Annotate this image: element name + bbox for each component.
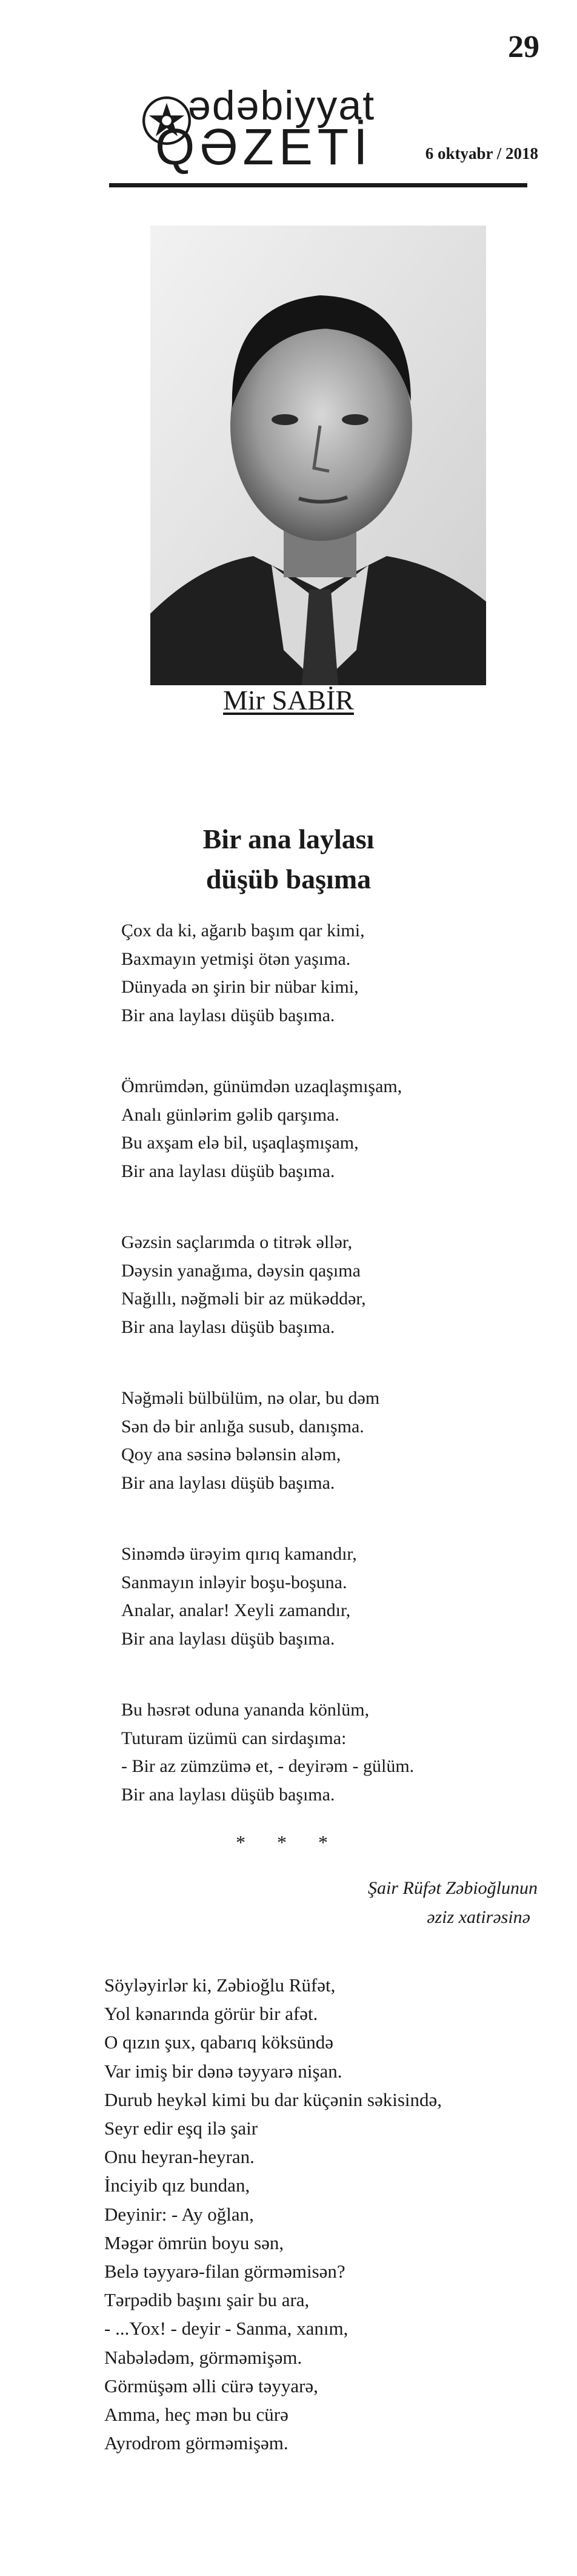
masthead-title-top: ədəbiyyat (188, 82, 376, 129)
dedication-line-1: Şair Rüfət Zəbioğlunun (368, 1878, 538, 1898)
poem-line: Nağıllı, nəğməli bir az mükəddər, (121, 1289, 366, 1309)
poem-title-line-1: Bir ana laylası (202, 823, 375, 854)
poem-line: Çox da ki, ağarıb başım qar kimi, (121, 921, 365, 941)
poem-body (121, 917, 545, 1852)
poem-line: Sən də bir anlığa susub, danışma. (121, 1416, 364, 1437)
author-portrait-photo (150, 226, 486, 685)
poem-line: Bir ana laylası düşüb başıma. (121, 1161, 335, 1181)
poem-line: Seyr edir eşq ilə şair (104, 2118, 258, 2139)
poem-line: İnciyib qız bundan, (104, 2175, 250, 2196)
dedication-line-2: əziz xatirəsinə (427, 1907, 530, 1927)
poem-stanza (121, 1696, 545, 1809)
poem-stanza (121, 1229, 545, 1341)
poem-stanza (121, 1384, 545, 1497)
poem-line: Ömrümdən, günümdən uzaqlaşmışam, (121, 1076, 402, 1096)
poem-line: Deyinir: - Ay oğlan, (104, 2203, 254, 2225)
poem-line: Dəysin yanağıma, dəysin qaşıma (121, 1260, 361, 1281)
poem-line: Dünyada ən şirin bir nübar kimi, (121, 977, 359, 997)
poem-line: Baxmayın yetmişi ötən yaşıma. (121, 948, 351, 969)
poem-line: Yol kənarında görür bir afət. (104, 2003, 318, 2025)
poem-line: Nabələdəm, görməmişəm. (104, 2346, 302, 2368)
issue-date: 6 oktyabr / 2018 (425, 144, 538, 163)
author-name: Mir SABİR (223, 685, 354, 716)
portrait-image (150, 226, 486, 685)
header-divider (109, 183, 527, 187)
poem-line: Analı günlərim gəlib qarşıma. (121, 1104, 339, 1125)
dedication (368, 1874, 538, 1932)
poem-line: Onu heyran-heyran. (104, 2146, 255, 2168)
poem-line: Gəzsin saçlarımda o titrək əllər, (121, 1232, 353, 1252)
poem-line: Bir ana laylası düşüb başıma. (121, 1472, 335, 1493)
second-poem-body (104, 1971, 553, 2457)
poem-stanza (121, 1540, 545, 1653)
poem-stanza (121, 1073, 545, 1186)
poem-line: Tərpədib başını şair bu ara, (104, 2289, 310, 2311)
poem-line: Var imiş bir dənə təyyarə nişan. (104, 2060, 342, 2082)
poem-line: Məgər ömrün boyu sən, (104, 2232, 284, 2253)
poem-line: Sanmayın inləyir boşu-boşuna. (121, 1572, 347, 1592)
poem-line: Ayrodrom görməmişəm. (104, 2432, 288, 2454)
poem-title-line-2: düşüb başıma (205, 864, 372, 894)
poem-line: Bu axşam elə bil, uşaqlaşmışam, (121, 1133, 359, 1153)
poem-line: Bir ana laylası düşüb başıma. (121, 1784, 335, 1805)
poem-title (0, 820, 577, 900)
newspaper-masthead (109, 84, 527, 181)
section-separator: * * * (236, 1831, 341, 1853)
poem-line: Analar, analar! Xeyli zamandır, (121, 1600, 351, 1620)
poem-line: Bir ana laylası düşüb başıma. (121, 1628, 335, 1649)
masthead-title-bottom: QƏZETİ (155, 118, 373, 175)
poem-line: - ...Yox! - deyir - Sanma, xanım, (104, 2318, 349, 2340)
poem-line: Nəğməli bülbülüm, nə olar, bu dəm (121, 1388, 380, 1408)
poem-line: Sinəmdə ürəyim qırıq kamandır, (121, 1544, 357, 1564)
poem-line: Amma, heç mən bu cürə (104, 2404, 288, 2426)
poem-line: Bu həsrət oduna yananda könlüm, (121, 1700, 370, 1720)
poem-line: Bir ana laylası düşüb başıma. (121, 1005, 335, 1025)
poem-line: Qoy ana səsinə bələnsin aləm, (121, 1444, 341, 1464)
poem-line: Tuturam üzümü can sirdaşıma: (121, 1728, 347, 1748)
poem-line: - Bir az zümzümə et, - deyirəm - gülüm. (121, 1756, 415, 1776)
poem-line: Belə təyyarə-filan görməmisən? (104, 2261, 345, 2283)
poem-line: Söyləyirlər ki, Zəbioğlu Rüfət, (104, 1974, 336, 1996)
poem-line: Görmüşəm əlli cürə təyyarə, (104, 2375, 318, 2397)
page-number: 29 (508, 30, 539, 64)
poem-line: Bir ana laylası düşüb başıma. (121, 1317, 335, 1337)
poem-line: Durub heykəl kimi bu dar küçənin səkisində, (104, 2088, 442, 2110)
poem-line: O qızın şux, qabarıq köksündə (104, 2031, 333, 2053)
poem-stanza (121, 917, 545, 1030)
